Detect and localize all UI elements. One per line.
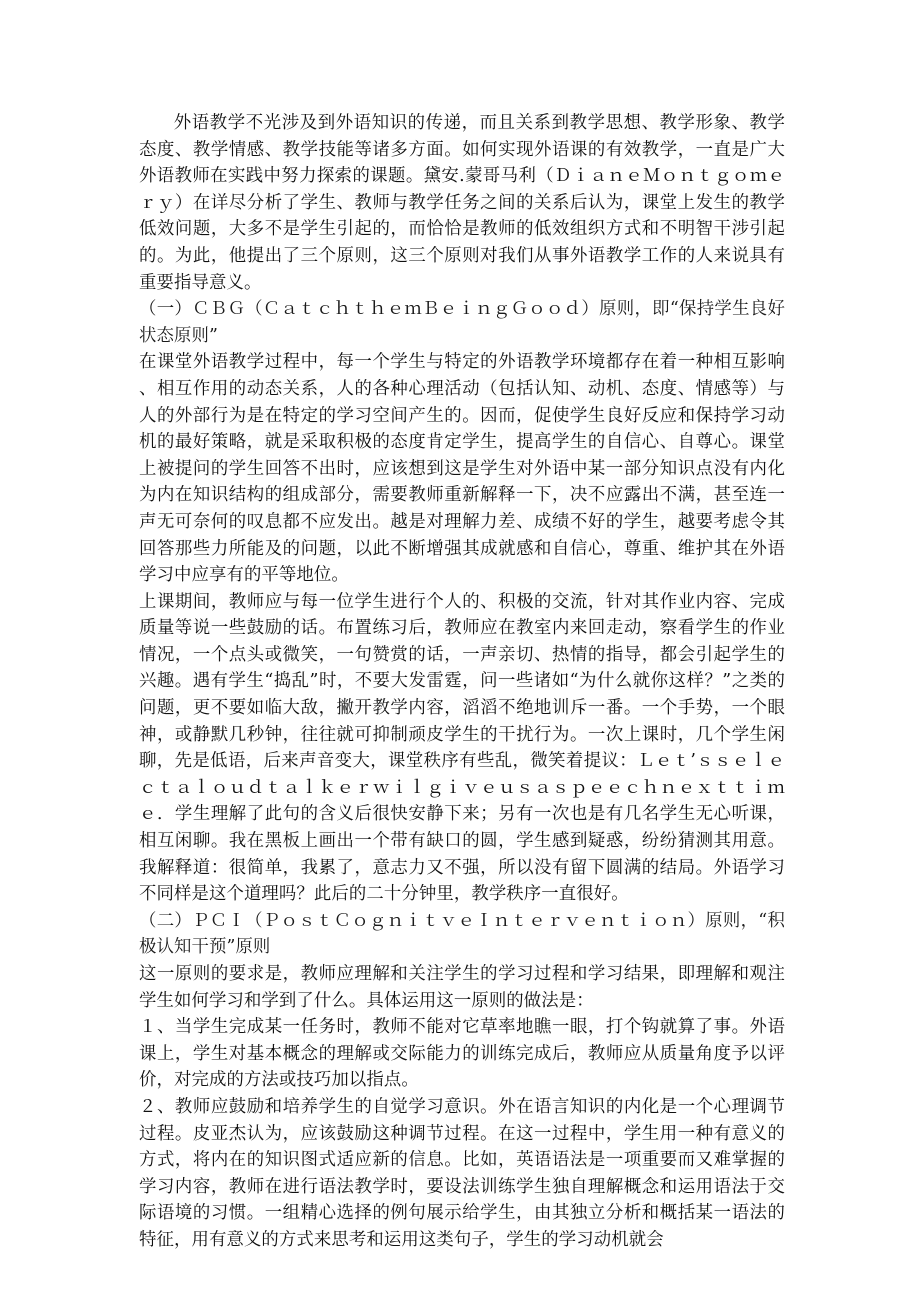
pci-list-item-2: ２、教师应鼓励和培养学生的自觉学习意识。外在语言知识的内化是一个心理调节过程。皮亚杰认为，应该鼓励这种调节过程。在这一过程中，学生用一种有意义的方式，将内在的知识图式适应新的信息。比如，英语语法是一项重要而又难掌握的学习内容，教师在进行语法教学时，要设法训练学生独自理解概念和运用语法于交际语境的习惯。一组精心选择的例句展示给学生，由其独立分析和概括某一语法的特征，用有意义的方式来思考和运用这类句子，学生的学习动机就会 — [139, 1096, 785, 1250]
cbg-paragraph-1: 在课堂外语教学过程中，每一个学生与特定的外语教学环境都存在着一种相互影响、相互作用的动态关系，人的各种心理活动（包括认知、动机、态度、情感等）与人的外部行为是在特定的学习空间产生的。因而，促使学生良好反应和保持学习动机的最好策略，就是采取积极的态度肯定学生，提高学生的自信心、自尊心。课堂上被提问的学生回答不出时，应该想到这是学生对外语中某一部分知识点没有内化为内在知识结构的组成部分，需要教师重新解释一下，决不应露出不满，甚至连一声无可奈何的叹息都不应发出。越是对理解力差、成绩不好的学生，越要考虑令其回答那些力所能及的问题，以此不断增强其成就感和自信心，尊重、维护其在外语学习中应享有的平等地位。 — [139, 352, 785, 586]
cbg-paragraph-2: 上课期间，教师应与每一位学生进行个人的、积极的交流，针对其作业内容、完成质量等说一些鼓励的话。布置练习后，教师应在教室内来回走动，察看学生的作业情况，一个点头或微笑，一句赞赏的话，一声亲切、热情的指导，都会引起学生的兴趣。遇有学生“捣乱”时，不要大发雷霆，问一些诸如“为什么就你这样？”之类的问题，更不要如临大敌，撇开教学内容，滔滔不绝地训斥一番。一个手势，一个眼神，或静默几秒钟，往往就可抑制顽皮学生的干扰行为。一次上课时，几个学生闲聊，先是低语，后来声音变大，课堂秩序有些乱，微笑着提议：Ｌｅｔ’ｓｓｅｌｅｃｔａｌｏｕｄｔａｌｋｅｒｗｉｌｇｉｖｅｕｓａｓｐｅｅｃｈｎｅｘｔｔｉｍｅ．学生理解了此句的含义后很快安静下来；另有一次也是有几名学生无心听课，相互闲聊。我在黑板上画出一个带有缺口的圆，学生感到疑惑，纷纷猜测其用意。我解释道：很简单，我累了，意志力又不强，所以没有留下圆满的结局。外语学习不同样是这个道理吗？此后的二十分钟里，教学秩序一直很好。 — [139, 591, 785, 905]
section-heading-pci: （二）ＰＣＩ（ＰｏｓｔＣｏｇｎｉｔｖｅＩｎｔｅｒｖｅｎｔｉｏｎ）原则，“积极认知干预”原则 — [139, 910, 785, 958]
section-heading-cbg: （一）ＣＢＧ（ＣａｔｃｈｔｈｅｍＢｅｉｎｇＧｏｏｄ）原则，即“保持学生良好状态原则” — [139, 299, 785, 346]
intro-paragraph: 外语教学不光涉及到外语知识的传递，而且关系到教学思想、教学形象、教学态度、教学情感、教学技能等诸多方面。如何实现外语课的有效教学，一直是广大外语教师在实践中努力探索的课题。黛安.蒙哥马利（ＤｉａｎｅＭｏｎｔｇｏｍｅｒｙ）在详尽分析了学生、教师与教学任务之间的关系后认为，课堂上发生的教学低效问题，大多不是学生引起的，而恰恰是教师的低效组织方式和不明智干涉引起的。为此，他提出了三个原则，这三个原则对我们从事外语教学工作的人来说具有重要指导意义。 — [139, 113, 785, 293]
pci-paragraph-intro: 这一原则的要求是，教师应理解和关注学生的学习过程和学习结果，即理解和观注学生如何学习和学到了什么。具体运用这一原则的做法是： — [139, 964, 785, 1011]
pci-list-item-1: １、当学生完成某一任务时，教师不能对它草率地瞧一眼，打个钩就算了事。外语课上，学生对基本概念的理解或交际能力的训练完成后，教师应从质量角度予以评价，对完成的方法或技巧加以指点。 — [139, 1017, 785, 1091]
document-body — [139, 110, 785, 1254]
